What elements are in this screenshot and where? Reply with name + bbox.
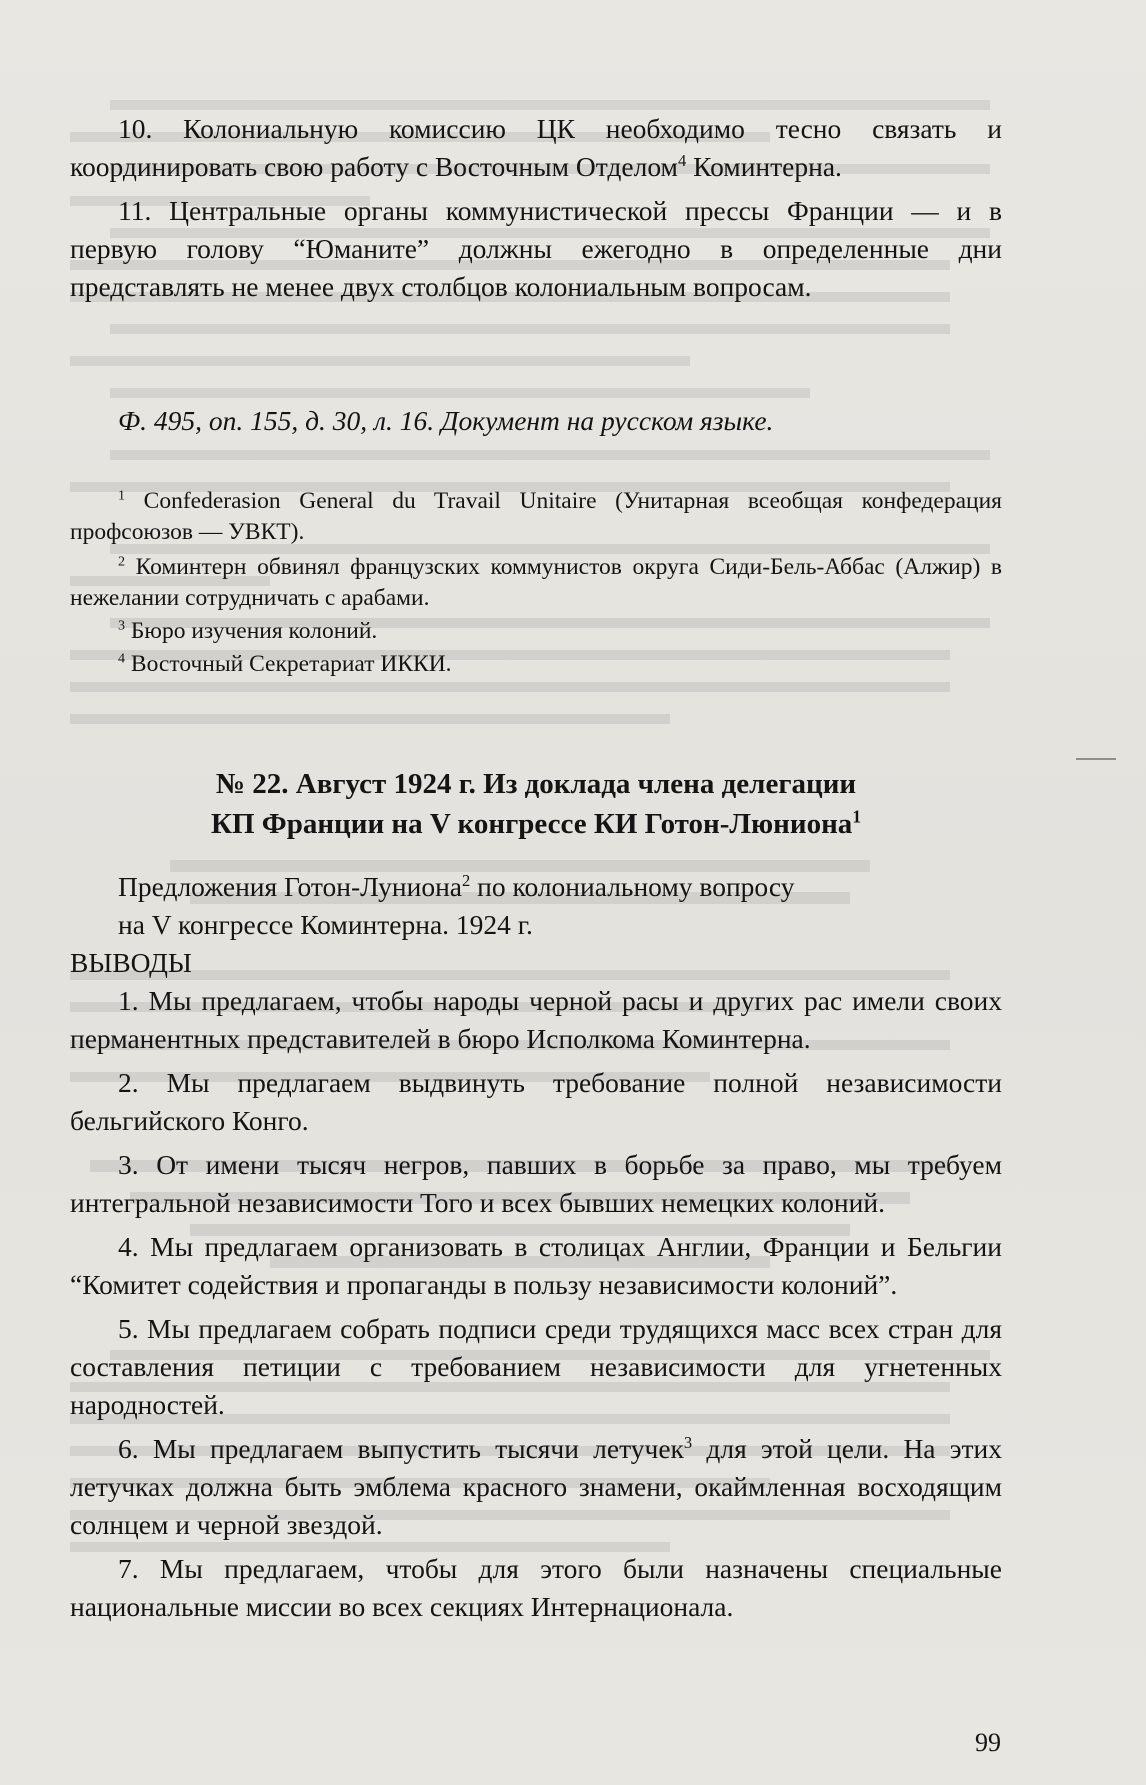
proposal-title: [70, 868, 1002, 982]
conclusions-label: ВЫВОДЫ: [70, 947, 192, 978]
footnote-2: $^2$ Коминтерн обвинял французских коммунистов округа Сиди-Бель-Аббас (Алжир) в нежелании сотрудничать с арабами.: [70, 553, 1002, 611]
archive-source: [70, 402, 1002, 440]
conclusion-3: 3. От имени тысяч негров, павших в борьбе за право, мы требуем интегральной независимости Того и всех бывших немецких колоний.: [70, 1149, 1002, 1218]
conclusions-list: [70, 982, 1002, 1626]
footnote-4: $^4$ Восточный Секретариат ИККИ.: [118, 650, 452, 677]
footnote-1: $^1$ Confederasion General du Travail Unitaire (Унитарная всеобщая конфедерация профсоюзов — УВКТ).: [70, 487, 1002, 545]
proposal-title-line-2: на V конгрессе Коминтерна. 1924 г.: [118, 909, 533, 940]
heading-line-1: № 22. Август 1924 г. Из доклада члена делегации: [215, 768, 857, 800]
conclusion-1: 1. Мы предлагаем, чтобы народы черной расы и других рас имели своих перманентных представителей в бюро Исполкома Коминтерна.: [70, 985, 1002, 1054]
conclusion-7: 7. Мы предлагаем, чтобы для этого были назначены специальные национальные миссии во всех секциях Интернационала.: [70, 1553, 1002, 1622]
conclusion-6: 6. Мы предлагаем выпустить тысячи летучек$^3$ для этой цели. На этих летучках должна быть эмблема красного знамени, окаймленная восходящим солнцем и черной звездой.: [70, 1433, 1002, 1540]
footnotes: [70, 486, 1002, 680]
heading-line-2: КП Франции на V конгрессе КИ Готон-Люниона$^1$: [210, 806, 862, 840]
conclusion-4: 4. Мы предлагаем организовать в столицах Англии, Франции и Бельгии “Комитет содействия и пропаганды в пользу независимости колоний”.: [70, 1231, 1002, 1300]
paragraph-10: 10. Колониальную комиссию ЦК необходимо тесно связать и координировать свою работу с Восточным Отделом$^4$ Коминтерна.: [70, 113, 1002, 182]
source-note: Ф. 495, оп. 155, д. 30, л. 16. Документ на русском языке.: [118, 405, 774, 436]
conclusion-5: 5. Мы предлагаем собрать подписи среди трудящихся масс всех стран для составления петиции с требованием независимости для угнетенных народностей.: [70, 1313, 1002, 1420]
proposal-title-line-1: Предложения Готон-Луниона$^2$ по колониальному вопросу: [118, 871, 795, 902]
conclusion-2: 2. Мы предлагаем выдвинуть требование полной независимости бельгийского Конго.: [70, 1067, 1002, 1136]
document-heading: [70, 764, 1002, 844]
margin-mark: [1076, 758, 1116, 760]
footnote-3: $^3$ Бюро изучения колоний.: [118, 617, 378, 644]
paragraph-11: 11. Центральные органы коммунистической прессы Франции — и в первую голову “Юманите” должны ежегодно в определенные дни представлять не менее двух столбцов колониальным вопросам.: [70, 195, 1002, 302]
page-number: 99: [975, 1728, 1001, 1757]
top-paragraphs: [70, 110, 1002, 306]
